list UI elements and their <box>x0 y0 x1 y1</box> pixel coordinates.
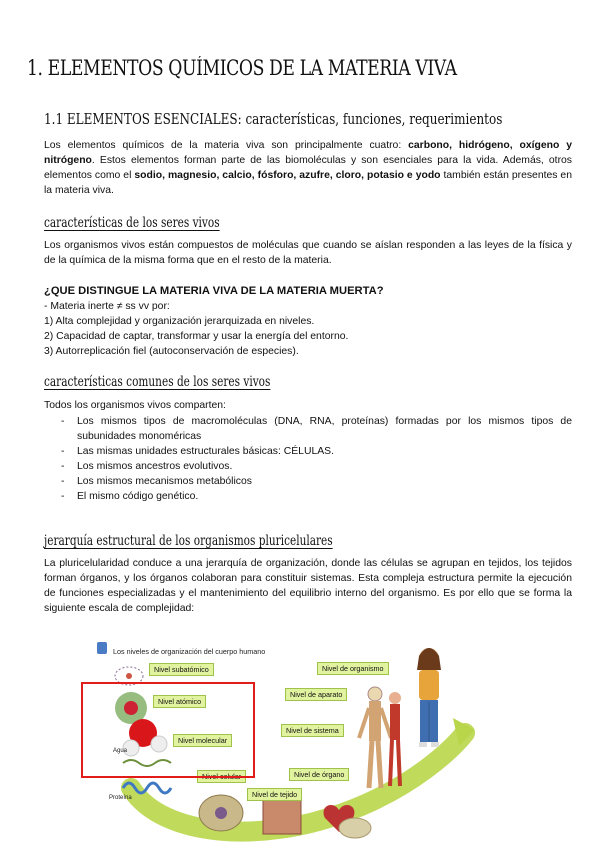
highlight-box <box>81 682 255 778</box>
distingue-title: ¿QUE DISTINGUE LA MATERIA VIVA DE LA MATERIA MUERTA? <box>44 285 384 297</box>
tissue <box>263 800 301 834</box>
intro-bold-2: sodio, magnesio, calcio, fósforo, azufre, cloro, potasio e yodo <box>134 170 441 181</box>
level-celular: Nivel celular <box>197 770 246 783</box>
intro-paragraph <box>44 138 572 198</box>
level-aparato: Nivel de aparato <box>285 688 347 701</box>
book-icon <box>97 642 107 654</box>
level-organo: Nivel de órgano <box>289 768 349 781</box>
comunes-list <box>44 414 572 504</box>
section-comunes-title: características comunes de los seres vivos <box>44 374 271 390</box>
distingue-line: 2) Capacidad de captar, transformar y usar la energía del entorno. <box>44 331 349 342</box>
distingue-line: - Materia inerte ≠ ss vv por: <box>44 301 170 312</box>
person-figure <box>417 648 441 747</box>
level-tejido: Nivel de tejido <box>247 788 302 801</box>
section-comunes-intro: Todos los organismos vivos comparten: <box>44 400 226 411</box>
agua-label: Agua <box>113 748 128 754</box>
proteina-label: Proteína <box>109 795 132 801</box>
intro-text-2: . Estos elementos forman parte de las biomoléculas y son esenciales para la vida. Además, otros elementos como el <box>44 155 572 181</box>
cell-nucleus <box>215 807 227 819</box>
distingue-line: 3) Autorreplicación fiel (autoconservación de especies). <box>44 346 299 357</box>
heading-1: 1. ELEMENTOS QUÍMICOS DE LA MATERIA VIVA <box>27 56 457 80</box>
list-item: - El mismo código genético. <box>61 491 199 502</box>
level-subatomico: Nivel subatómico <box>149 663 214 676</box>
section-jerarquia-text: La pluricelularidad conduce a una jerarquía de organización, donde las células se agrupan en tejidos, los tejidos forman órganos, y los órganos colaboran para constituir sistemas. Esta compleja estructura permite la ejecución de funciones especializadas y el mantenimiento del equilibrio interno del organismo. Es por ello que se forma la siguiente escala de complejidad: <box>44 558 572 614</box>
figure-title: Los niveles de organización del cuerpo humano <box>113 647 266 656</box>
section-caracteristicas-text: Los organismos vivos están compuestos de moléculas que cuando se aíslan responden a las leyes de la física y de la química de la misma forma que en el resto de la materia. <box>44 240 572 266</box>
intro-text-1: Los elementos químicos de la materia viva son principalmente cuatro: <box>44 140 409 151</box>
level-sistema: Nivel de sistema <box>281 724 344 737</box>
list-item: - Los mismos mecanismos metabólicos <box>61 476 252 487</box>
intro-text-3: también están presentes en la materia viva. <box>44 170 572 196</box>
intro-bold-1: carbono, hidrógeno, oxígeno y nitrógeno <box>44 140 572 166</box>
bone-structure <box>339 818 371 838</box>
level-organismo: Nivel de organismo <box>317 662 389 675</box>
level-atomico: Nivel atómico <box>153 695 206 708</box>
list-item: - Las mismas unidades estructurales básicas: CÉLULAS. <box>61 446 334 457</box>
distingue-line: 1) Alta complejidad y organización jerarquizada en niveles. <box>44 316 315 327</box>
list-item: - Los mismos ancestros evolutivos. <box>61 461 233 472</box>
atom-nucleus <box>126 673 132 679</box>
section-jerarquia-title: jerarquía estructural de los organismos pluricelulares <box>44 533 333 549</box>
list-item: - Los mismos tipos de macromoléculas (DNA, RNA, proteínas) formadas por los mismos tipos de subunidades monoméricas <box>61 416 572 442</box>
level-molecular: Nivel molecular <box>173 734 232 747</box>
heading-2: 1.1 ELEMENTOS ESENCIALES: características, funciones, requerimientos <box>44 110 503 128</box>
section-caracteristicas-title: características de los seres vivos <box>44 215 220 231</box>
